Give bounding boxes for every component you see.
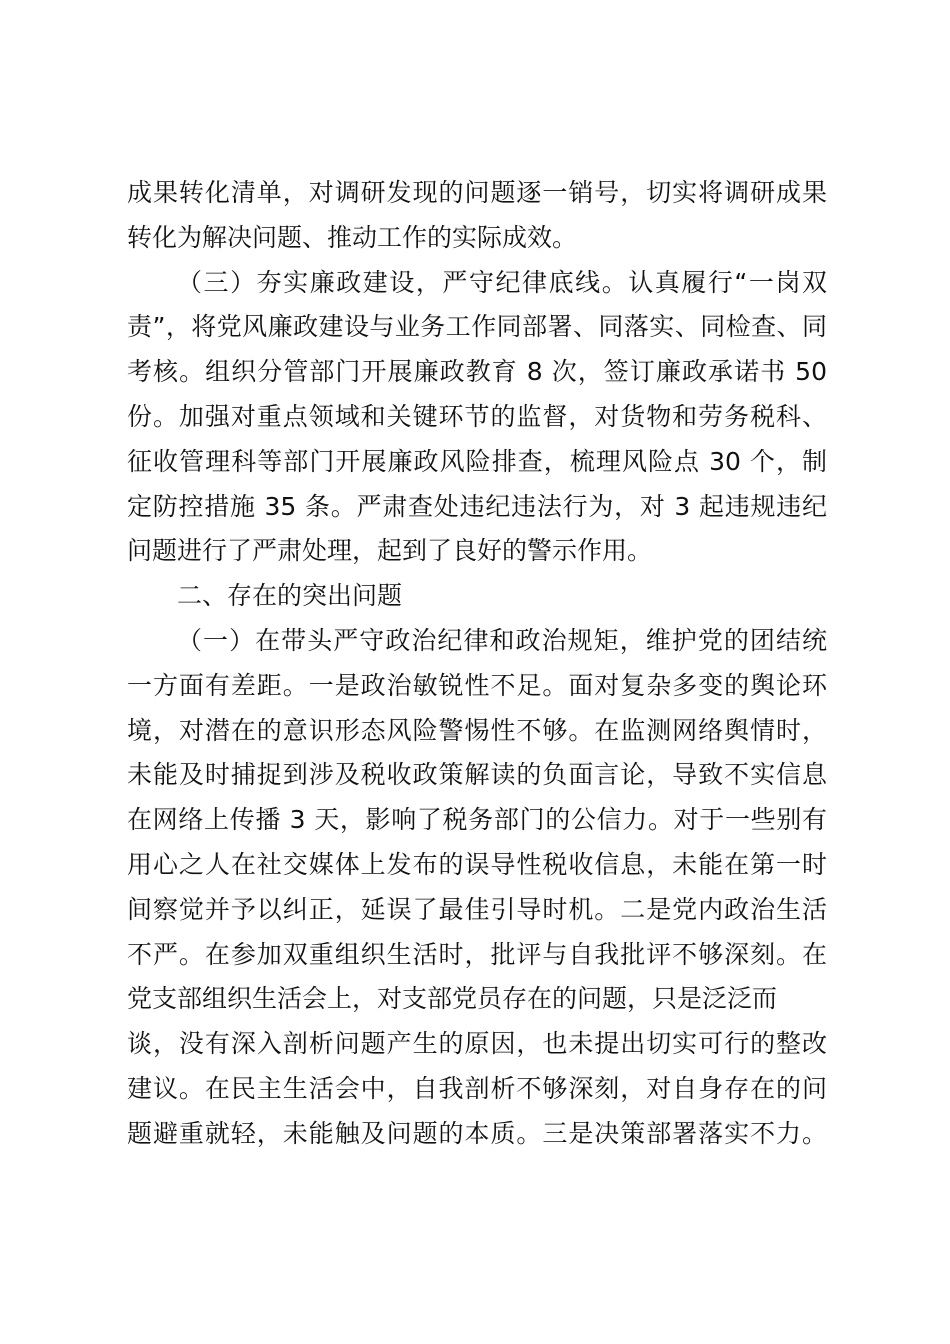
text-line: 成果转化清单，对调研发现的问题逐一销号，切实将调研成果 [127,178,827,207]
text-line: 定防控措施 35 条。严肃查处违纪违法行为，对 3 起违规违纪 [127,491,827,521]
text-line: 谈，没有深入剖析问题产生的原因，也未提出切实可行的整改 [127,1029,827,1059]
text-line: 考核。组织分管部门开展廉政教育 8 次，签订廉政承诺书 50 [127,357,827,387]
text-line: 份。加强对重点领域和关键环节的监督，对货物和劳务税科、 [127,401,827,431]
text-line: 未能及时捕捉到涉及税收政策解读的负面言论，导致不实信息 [127,760,827,790]
text-line: 在网络上传播 3 天，影响了税务部门的公信力。对于一些别有 [127,805,827,835]
text-line: 转化为解决问题、推动工作的实际成效。 [127,222,578,252]
subsection-heading-line: （一）在带头严守政治纪律和政治规矩，维护党的团结统 [177,625,827,655]
text-line: 党支部组织生活会上，对支部党员存在的问题，只是泛泛而 [127,984,778,1014]
text-line: 用心之人在社交媒体上发布的误导性税收信息，未能在第一时 [127,849,827,879]
text-line: 征收管理科等部门开展廉政风险排查，梳理风险点 30 个，制 [127,446,827,476]
text-line: 责”，将党风廉政建设与业务工作同部署、同落实、同检查、同 [127,312,827,342]
section-title: 二、存在的突出问题 [177,581,403,611]
text-line: 不严。在参加双重组织生活时，批评与自我批评不够深刻。在 [127,939,827,969]
text-line: 建议。在民主生活会中，自我剖析不够深刻，对自身存在的问 [127,1073,827,1103]
text-line: 境，对潜在的意识形态风险警惕性不够。在监测网络舆情时， [127,715,827,745]
text-line: 间察觉并予以纠正，延误了最佳引导时机。二是党内政治生活 [127,894,827,924]
body-text [127,171,827,1157]
section-heading-line: （三）夯实廉政建设，严守纪律底线。认真履行“一岗双 [177,267,827,297]
text-line: 问题进行了严肃处理，起到了良好的警示作用。 [127,536,653,566]
text-line: 一方面有差距。一是政治敏锐性不足。面对复杂多变的舆论环 [127,670,827,700]
text-line: 题避重就轻，未能触及问题的本质。三是决策部署落实不力。 [127,1118,827,1148]
